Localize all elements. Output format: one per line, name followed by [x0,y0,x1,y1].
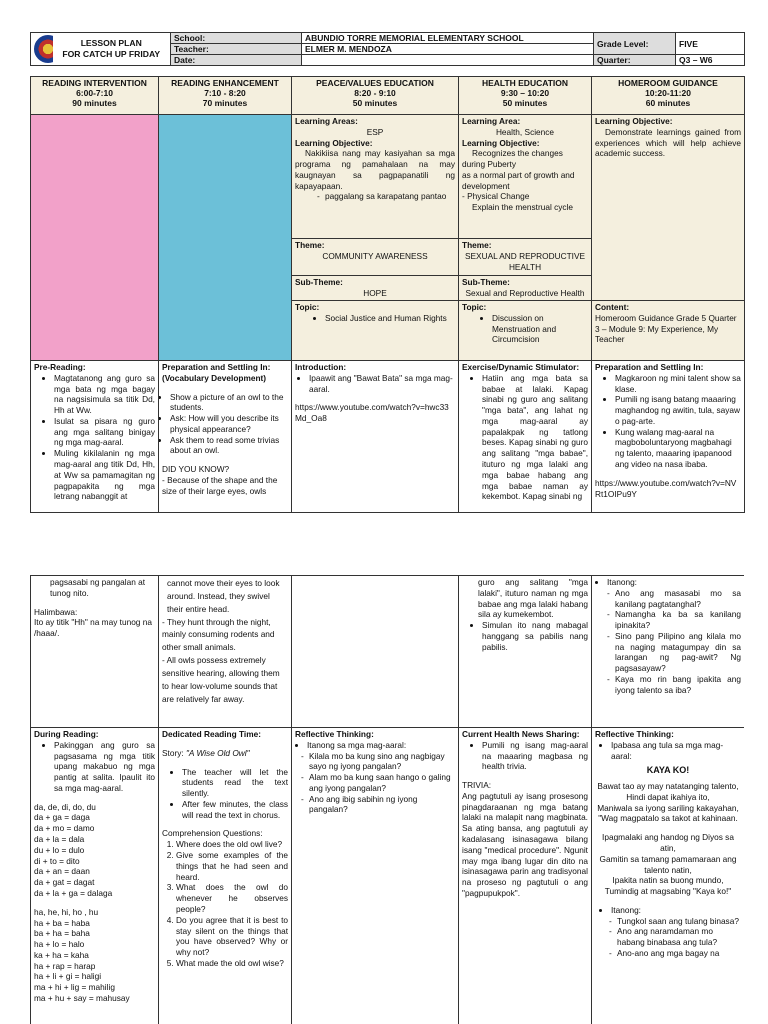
health-topic-cell: Topic: • Discussion on Menstruation and Circumcision [459,301,592,361]
lesson-plan-page-2 [30,575,744,1024]
peace-subtheme-cell: Sub-Theme: HOPE [292,276,459,301]
reading-enhancement-prep-cell: Preparation and Settling In: (Vocabulary Development) • Show a picture of an owl to the students. • Ask: How will you describe its physical appearance? • Ask them to read some trivias about an owl. DID YOU KNOW? - Because of the shape and the size of their large eyes, owls [159,361,292,513]
column-header-reading-enhancement: READING ENHANCEMENT 7:10 - 8:20 70 minutes [159,77,292,115]
pre-reading-cont-cell: pagsasabi ng pangalan at tunog nito. Halimbawa: Ito ay titik "Hh" na may tunog na /haaa/. [31,576,159,728]
column-header-homeroom: HOMEROOM GUIDANCE 10:20-11:20 60 minutes [592,77,745,115]
homeroom-prep-cell: Preparation and Settling In: • Magkaroon ng mini talent show sa klase. • Pumili ng isang batang maaaring maghandog ng awitin, tula, sayaw o pag-arte. • Kung walang mag-aaral na magboboluntaryong magbahagi ng talento, maaaring ipapanood ang video na nasa ibaba. https://www.youtube.com/watch?v=NVRt1OIPu9Y [592,361,745,513]
during-reading-cell: During Reading: • Pakinggan ang guro sa pagsasama ng mga titik upang makabuo ng mga pantig at salita. Ipaulit ito sa mga mag-aaral. da, de, di, do, du da + ga = daga da + mo = damo da + la = dala du + lo = dulo di + to = dito da + an = daan da + gat = dagat da + la + ga = dalaga ha, he, hi, ho , hu ha + ba = haba ba + ha = baha ha + lo = halo ka + ha = kaha ha + rap = harap ha + li + gi = haligi ma + hi + lig = mahilig ma + hu + say = mahusay [31,728,159,1024]
quarter-value: Q3 – W6 [676,55,745,66]
grade-value: FIVE [676,33,745,55]
lesson-plan-title [53,33,171,66]
reading-enhancement-blank [159,115,292,361]
teacher-value: ELMER M. MENDOZA [302,44,594,55]
peace-introduction-cell: Introduction: • Ipaawit ang "Bawat Bata" sa mga mag-aaral. https://www.youtube.com/watch?v=hwc33Md_Oa8 [292,361,459,513]
homeroom-itanong-cell: • Itanong: - Ano ang masasabi mo sa kanilang pagtatanghal? - Namangha ka ba sa kanilang ipinakita? - Sino pang Pilipino ang kilala mo na naging matagumpay din sa larangan ng pag-awit? Ng pagsasayaw? - Kaya mo rin bang ipakita ang iyong talento sa iba? [592,576,745,728]
health-objectives-cell: Learning Area: Health, Science Learning Objective: Recognizes the changes during Puberty as a normal part of growth and development - Physical Change Explain the menstrual cycle [459,115,592,239]
homeroom-objective-cell: Learning Objective: Demonstrate learnings gained from experiences which will help achieve academic success. [592,115,745,301]
peace-reflective-cell: Reflective Thinking: • Itanong sa mga mag-aaral: - Kilala mo ba kung sino ang nagbigay sayo ng iyong pangalan? - Alam mo ba kung saan hango o galing ang iyong pangalan? - Ano ang ibig sabihin ng iyong pangalan? [292,728,459,1024]
reading-intervention-blank [31,115,159,361]
schedule-table-page-2 [30,575,744,1024]
date-value [302,55,594,66]
deped-seal-icon [34,35,53,63]
health-exercise-cont-cell: guro ang salitang "mga lalaki", ituturo naman ng mga babae ang mga lalaki habang sila ay kumekembot. • Simulan ito nang mabagal hanggang sa pabilis nang pabilis. [459,576,592,728]
poem-stanza-1: Bawat tao ay may natatanging talento, Hindi dapat ikahiya ito, Maniwala sa iyong sariling kakayahan, "Wag magpatalo sa takot at kahinaan. [597,781,739,824]
health-exercise-cell: Exercise/Dynamic Stimulator: • Hatiin ang mga bata sa babae at lalaki. Kapag sinabi ng guro ang salitang "mga bata", ang lahat ng mga mag-aaral ay papalakpak ng tatlong beses. Kapag sinabi ng guro ang salitang "mga babae", ituturo ng mga lalaki ang mga babae habang ang mga babae naman ay kekembot. Kapag sinabi ng [459,361,592,513]
column-header-peace-values: PEACE/VALUES EDUCATION 8:20 - 9:10 50 minutes [292,77,459,115]
poem-stanza-2: Ipagmalaki ang handog ng Diyos sa atin, Gamitin sa tamang pamamaraan ang talento natin, Ipakita natin sa buong mundo, Tumindig at magsabing "Kaya ko!" [599,832,737,897]
date-label: Date: [171,55,302,66]
school-value: ABUNDIO TORRE MEMORIAL ELEMENTARY SCHOOL [302,33,594,44]
pre-reading-cell: Pre-Reading: • Magtatanong ang guro sa mga bata ng mga bagay na nagsisimula sa titik Dd, Hh at Ww. • Isulat sa pisara ng guro ang mga salitang binigay ng mga mag-aaral. • Muling kikilalanin ng mga mag-aaral ang titik Dd, Hh, at Ww sa pamamagitan ng pagpapakita ng mga letrang nabanggit at [31,361,159,513]
health-subtheme-cell: Sub-Theme: Sexual and Reproductive Health [459,276,592,301]
reading-enhancement-dyk-cell: cannot move their eyes to look around. Instead, they swivel their entire head. - They hunt through the night, mainly consuming rodents and other small animals. - All owls possess extremely sensitive hearing, allowing them to hear low-volume sounds that are relatively far away. [159,576,292,728]
quarter-label: Quarter: [594,55,676,66]
grade-label: Grade Level: [594,33,676,55]
peace-blank-cell [292,576,459,728]
title-line-2: FOR CATCH UP FRIDAY [62,49,161,59]
homeroom-content-cell: Content: Homeroom Guidance Grade 5 Quarter 3 – Module 9: My Experience, My Teacher [592,301,745,361]
title-line-1: LESSON PLAN [80,38,142,48]
peace-topic-cell: Topic: • Social Justice and Human Rights [292,301,459,361]
deped-logo-cell [31,33,53,66]
lesson-plan-page-1 [30,32,744,513]
schedule-table-page-1 [30,76,745,513]
header-table [30,32,745,66]
homeroom-reflective-cell: Reflective Thinking: • Ipabasa ang tula sa mga mag-aaral: KAYA KO! Bawat tao ay may natatanging talento, Hindi dapat ikahiya ito, Maniwala sa iyong sariling kakayahan, "Wag magpatalo sa takot at kahinaan. Ipagmalaki ang handog ng Diyos sa atin, Gamitin sa tamang pamamaraan ang talento natin, Ipakita natin sa buong mundo, Tumindig at magsabing "Kaya ko!" • Itanong: - Tungkol saan ang tulang binasa? - Ano ang naramdaman mo habang binabasa ang tula? - Ano-ano ang mga bagay na [592,728,745,1024]
dedicated-reading-cell: Dedicated Reading Time: Story: "A Wise Old Owl" • The teacher will let the students read the text silently. • After few minutes, the class will read the text in chorus. Comprehension Questions: 1. Where does the old owl live? 2. Give some examples of the things that he had seen and heard. 3. What does the owl do whenever he observes people? 4. Do you agree that it is best to stay silent on the things that you have observed? Why or why not? 5. What made the old owl wise? [159,728,292,1024]
poem-title: KAYA KO! [646,765,690,776]
peace-objectives-cell: Learning Areas: ESP Learning Objective: Nakikiisa nang may kasiyahan sa mga programa ng pamahalaan na may kaugnayan sa pagpapanatili ng kapayapaan. - paggalang sa karapatang pantao [292,115,459,239]
intro-video-link[interactable]: https://www.youtube.com/watch?v=hwc33Md_Oa8 [295,402,449,424]
syllable-list-da: da, de, di, do, du da + ga = daga da + mo = damo da + la = dala du + lo = dulo di + to = dito da + an = daan da + gat = dagat da + la + ga = dalaga [34,801,113,898]
peace-theme-cell: Theme: COMMUNITY AWARENESS [292,239,459,276]
homeroom-video-link[interactable]: https://www.youtube.com/watch?v=NVRt1OIPu9Y [595,477,737,499]
school-label: School: [171,33,302,44]
syllable-list-ha: ha, he, hi, ho , hu ha + ba = haba ba + ha = baha ha + lo = halo ka + ha = kaha ha + rap = harap ha + li + gi = haligi ma + hi + lig = mahilig ma + hu + say = mahusay [34,906,130,1003]
health-news-cell: Current Health News Sharing: • Pumili ng isang mag-aaral na maaaring magbasa ng health trivia. TRIVIA: Ang pagtutuli ay isang prosesong pinagdaraanan ng mga batang lalaki na malapit nang magbinata. Sa ating bansa, ang pagtutuli ay kadalasang isinasagawa bilang isang "medical procedure". Ngunit may mga ibang lugar din dito na isinasagawa parin ang tradisyonal na proseso ng pagtutuli o ang "pagpupukpok". [459,728,592,1024]
teacher-label: Teacher: [171,44,302,55]
column-header-reading-intervention: READING INTERVENTION 6:00-7:10 90 minutes [31,77,159,115]
health-theme-cell: Theme: SEXUAL AND REPRODUCTIVE HEALTH [459,239,592,276]
column-header-health: HEALTH EDUCATION 9:30 – 10:20 50 minutes [459,77,592,115]
